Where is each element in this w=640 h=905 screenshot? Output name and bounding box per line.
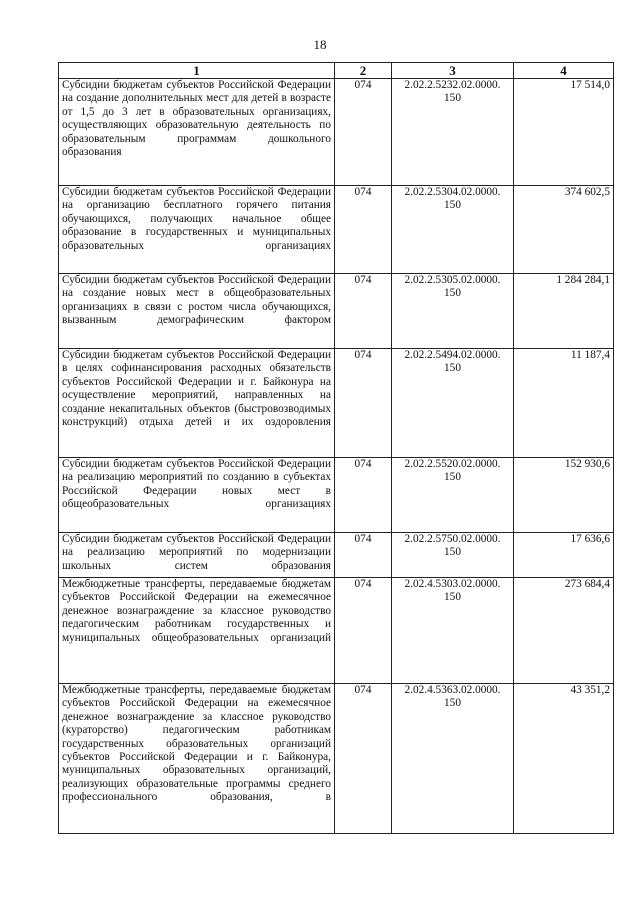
column-header-3: 3: [392, 63, 514, 79]
row-code: 074: [335, 684, 392, 834]
row-code: 074: [335, 578, 392, 684]
row-amount: 17 514,0: [514, 79, 614, 186]
table-row: [59, 274, 614, 349]
table-row: [59, 578, 614, 684]
row-amount: 374 602,5: [514, 186, 614, 274]
row-kbk: 2.02.2.5232.02.0000. 150: [392, 79, 514, 186]
column-header-2: 2: [335, 63, 392, 79]
row-kbk: 2.02.4.5303.02.0000. 150: [392, 578, 514, 684]
row-code: 074: [335, 79, 392, 186]
row-amount: 1 284 284,1: [514, 274, 614, 349]
row-description: Субсидии бюджетам субъектов Российской Федерации на создание дополнительных мест для детей в возрасте от 1,5 до 3 лет в образовательных организациях, осуществляющих образовательную деятельность по образовательным программам дошкольного образования: [59, 79, 335, 186]
row-kbk: 2.02.2.5304.02.0000. 150: [392, 186, 514, 274]
table-row: [59, 186, 614, 274]
row-description: Субсидии бюджетам субъектов Российской Федерации в целях софинансирования расходных обязательств субъектов Российской Федерации и г. Байконура на осуществление мероприятий, направленных на создание некапитальных объектов (быстровозводимых конструкций) отдыха детей и их оздоровления: [59, 349, 335, 458]
row-kbk: 2.02.2.5750.02.0000. 150: [392, 533, 514, 578]
table-row: [59, 684, 614, 834]
page-number: 18: [313, 37, 327, 52]
row-code: 074: [335, 186, 392, 274]
row-kbk: 2.02.2.5520.02.0000. 150: [392, 458, 514, 533]
table-row: [59, 533, 614, 578]
row-code: 074: [335, 274, 392, 349]
row-amount: 152 930,6: [514, 458, 614, 533]
table-row: [59, 349, 614, 458]
row-description: Межбюджетные трансферты, передаваемые бюджетам субъектов Российской Федерации на ежемесячное денежное вознаграждение за классное руководство (кураторство) педагогическим работникам государственных образовательных организаций субъектов Российской Федерации и г. Байконура, муниципальных образовательных организаций, реализующих образовательные программы среднего профессионального образования, в: [59, 684, 335, 834]
row-kbk: 2.02.2.5494.02.0000. 150: [392, 349, 514, 458]
budget-table: [58, 62, 614, 834]
table-row: [59, 79, 614, 186]
row-code: 074: [335, 349, 392, 458]
column-header-4: 4: [514, 63, 614, 79]
row-code: 074: [335, 533, 392, 578]
row-description: Субсидии бюджетам субъектов Российской Федерации на реализацию мероприятий по модернизации школьных систем образования: [59, 533, 335, 578]
row-code: 074: [335, 458, 392, 533]
row-amount: 11 187,4: [514, 349, 614, 458]
column-header-1: 1: [59, 63, 335, 79]
header-row: [59, 63, 614, 79]
row-description: Субсидии бюджетам субъектов Российской Федерации на создание новых мест в общеобразовательных организациях в связи с ростом числа обучающихся, вызванным демографическим фактором: [59, 274, 335, 349]
table-row: [59, 458, 614, 533]
row-amount: 17 636,6: [514, 533, 614, 578]
row-kbk: 2.02.2.5305.02.0000. 150: [392, 274, 514, 349]
row-kbk: 2.02.4.5363.02.0000. 150: [392, 684, 514, 834]
row-amount: 43 351,2: [514, 684, 614, 834]
row-description: Субсидии бюджетам субъектов Российской Федерации на реализацию мероприятий по созданию в субъектах Российской Федерации новых мест в общеобразовательных организациях: [59, 458, 335, 533]
row-amount: 273 684,4: [514, 578, 614, 684]
row-description: Межбюджетные трансферты, передаваемые бюджетам субъектов Российской Федерации на ежемесячное денежное вознаграждение за классное руководство педагогическим работникам государственных и муниципальных общеобразовательных организаций: [59, 578, 335, 684]
row-description: Субсидии бюджетам субъектов Российской Федерации на организацию бесплатного горячего питания обучающихся, получающих начальное общее образование в государственных и муниципальных образовательных организациях: [59, 186, 335, 274]
